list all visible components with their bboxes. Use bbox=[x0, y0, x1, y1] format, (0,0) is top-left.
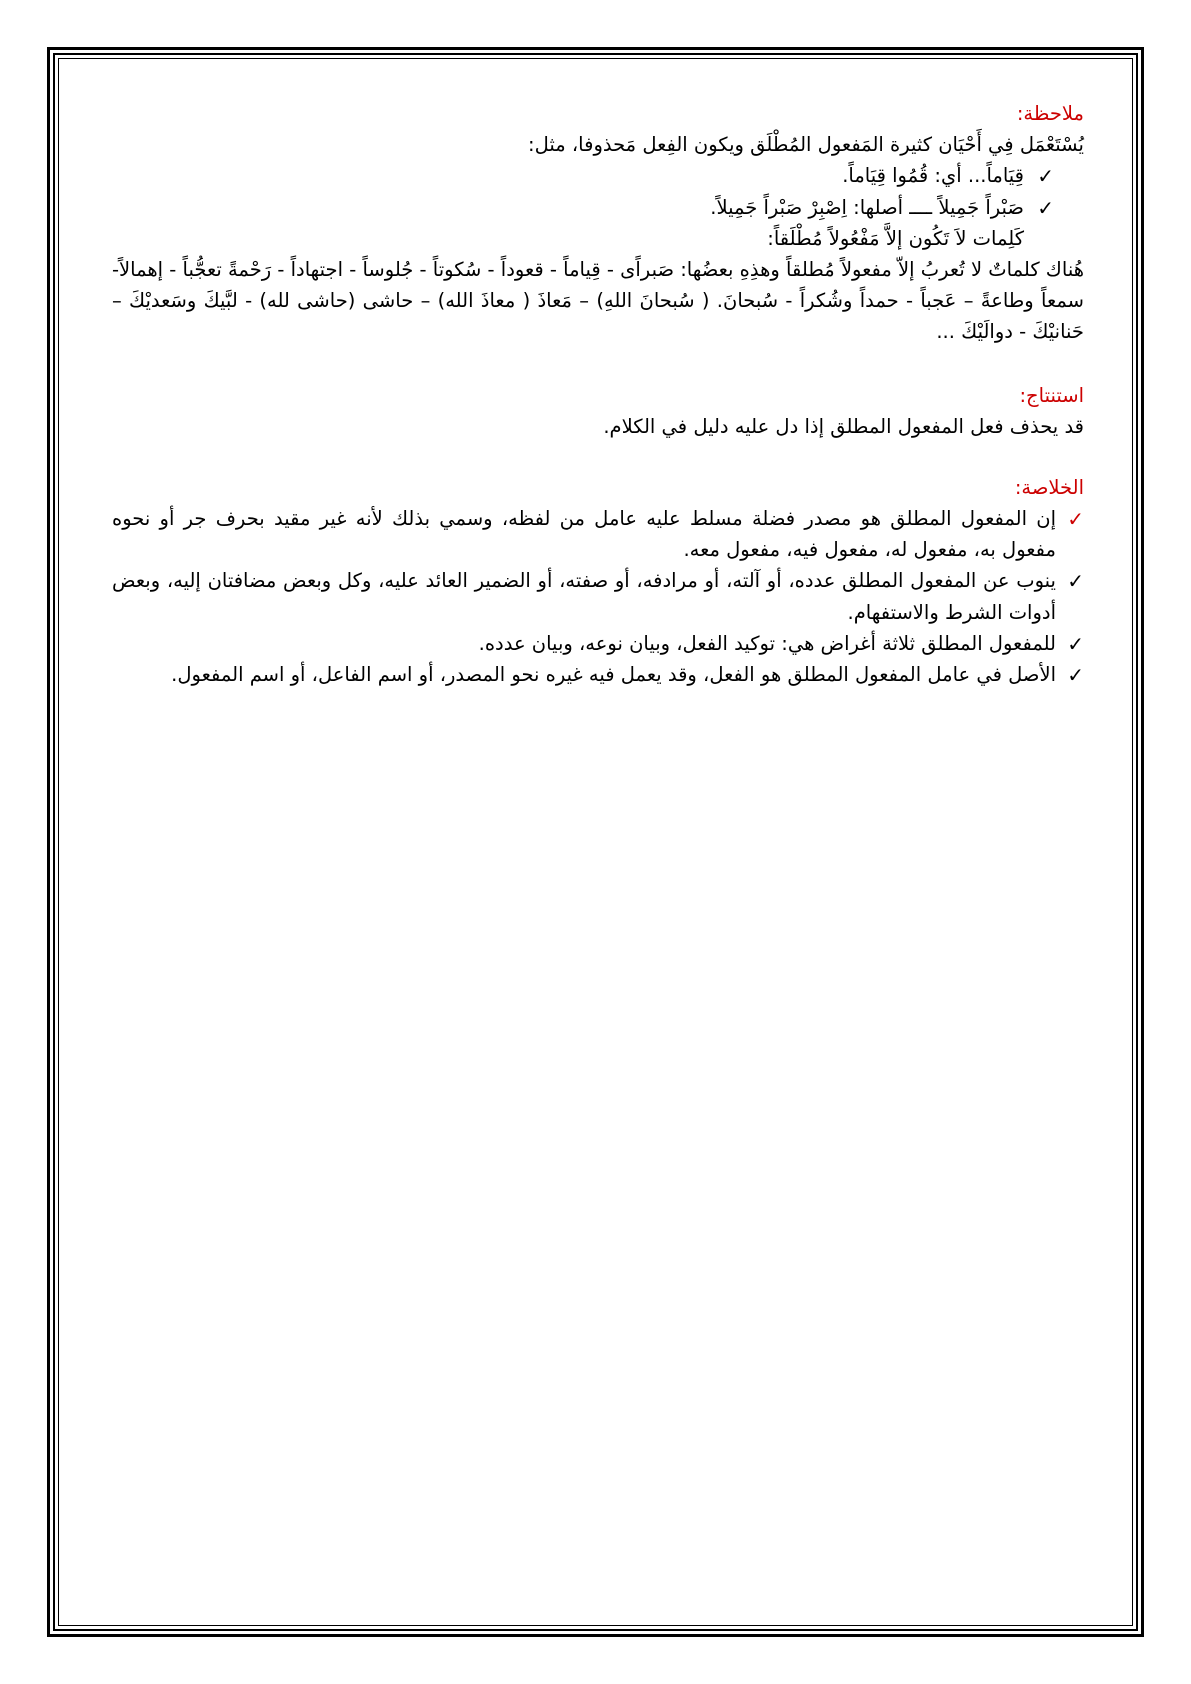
document-body bbox=[112, 98, 1084, 690]
example-text: صَبْراً جَمِيلاً ــــ أصلها: اِصْبِرْ صَبْراً جَمِيلاً. bbox=[710, 195, 1024, 219]
check-icon: ✓ bbox=[1067, 507, 1084, 532]
note-intro: يُسْتَعْمَل فِي أَحْيَان كثيرة المَفعول المُطْلَق ويكون الفِعل مَحذوفا، مثل: bbox=[528, 133, 1084, 157]
list-item bbox=[112, 160, 1084, 191]
check-icon: ✓ bbox=[1037, 195, 1054, 220]
summary-item-text: الأصل في عامل المفعول المطلق هو الفعل، وقد يعمل فيه غيره نحو المصدر، أو اسم الفاعل، أو اسم المفعول. bbox=[171, 663, 1056, 686]
conclusion-section bbox=[112, 380, 1084, 442]
note-heading: ملاحظة: bbox=[1016, 102, 1084, 125]
note-words-paragraph: هُناك كلماتٌ لا تُعربُ إلاّ مفعولاً مُطلقاً وهذِهِ بعضُها: صَبراًى - قِياماً - قعوداً - سُكوتاً - جُلوساً - اجتهاداً - رَحْمةً تعجُّباً - إهمالاً- سمعاً وطاعةً – عَجباً - حمداً وشُكراً - سُبحانَ. ( سُبحانَ اللهِ) – مَعاذَ ( معاذَ الله) – حاشى (حاشى لله) - لبَّيكَ وسَعديْكَ – حَنانيْكَ - دوالَيْكَ ... bbox=[112, 257, 1084, 344]
list-item bbox=[112, 659, 1084, 690]
list-item bbox=[112, 503, 1084, 565]
conclusion-text: قد يحذف فعل المفعول المطلق إذا دل عليه دليل في الكلام. bbox=[603, 414, 1084, 438]
example-text: قِيَاماً... أي: قُمُوا قِيَاماً. bbox=[842, 164, 1024, 188]
check-icon: ✓ bbox=[1067, 631, 1084, 656]
summary-list bbox=[112, 503, 1084, 690]
list-item bbox=[112, 565, 1084, 627]
summary-heading: الخلاصة: bbox=[1014, 475, 1084, 499]
note-section bbox=[112, 98, 1084, 348]
conclusion-heading: استنتاج: bbox=[1019, 383, 1084, 407]
note-subheading: كَلِمات لاَ تَكُون إلاَّ مَفْعُولاً مُطْلَقاً: bbox=[767, 226, 1024, 250]
list-item bbox=[112, 192, 1084, 223]
summary-section bbox=[112, 472, 1084, 690]
check-icon: ✓ bbox=[1067, 663, 1084, 687]
check-icon: ✓ bbox=[1037, 164, 1054, 189]
check-icon: ✓ bbox=[1067, 569, 1084, 594]
summary-item-text: ينوب عن المفعول المطلق عدده، أو آلته، أو مرادفه، أو صفته، أو الضمير العائد عليه، وكل وبعض مضافتان إليه، وبعض أدوات الشرط والاستفهام. bbox=[112, 569, 1056, 624]
note-examples bbox=[112, 160, 1084, 222]
list-item bbox=[112, 628, 1084, 659]
summary-item-text: للمفعول المطلق ثلاثة أغراض هي: توكيد الفعل، وبيان نوعه، وبيان عدده. bbox=[478, 631, 1056, 655]
summary-item-text: إن المفعول المطلق هو مصدر فضلة مسلط عليه عامل من لفظه، وسمي بذلك لأنه غير مقيد بحرف جر أو نحوه مفعول به، مفعول له، مفعول فيه، مفعول معه. bbox=[112, 507, 1056, 562]
